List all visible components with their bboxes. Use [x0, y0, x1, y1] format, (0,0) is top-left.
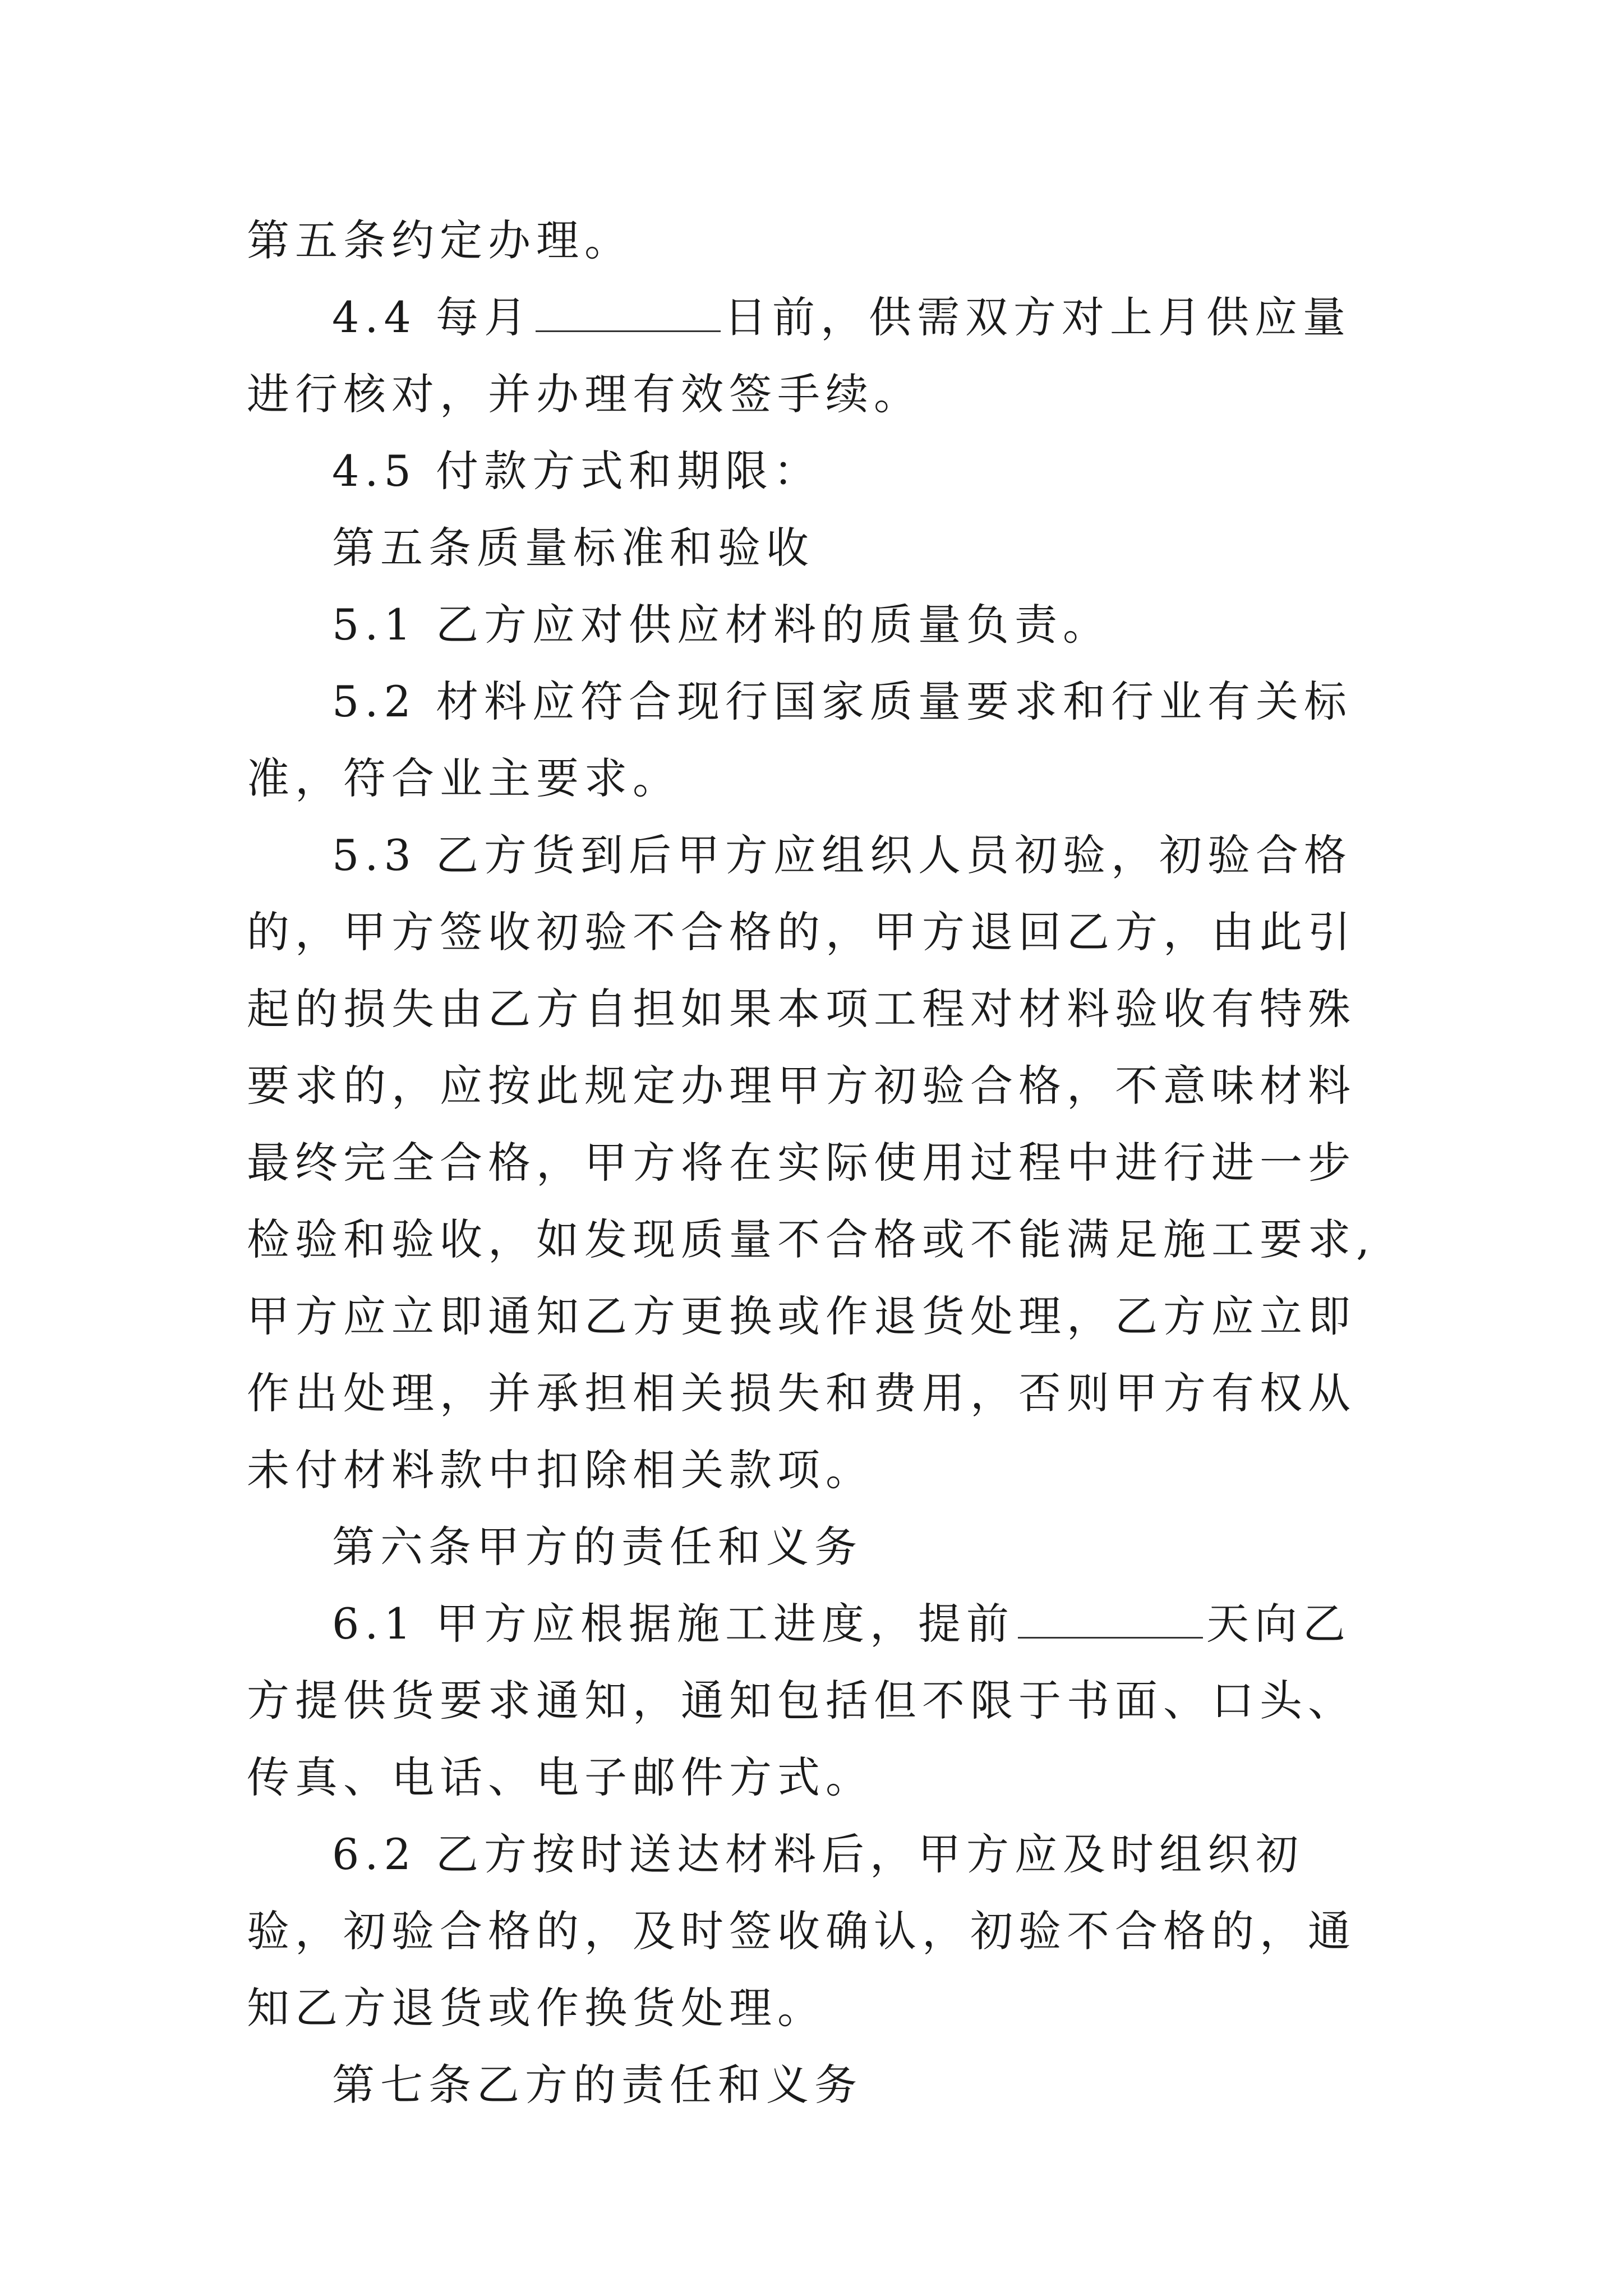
blank-field-day: [536, 297, 721, 332]
paragraph-5-2: 5.2 材料应符合现行国家质量要求和行业有关标准，符合业主要求。: [247, 677, 1353, 803]
heading-article-5: 第五条质量标准和验收: [332, 523, 814, 573]
paragraph-4-4-rest: 日前，供需双方对上月供应量进行核对，并办理有效签手续。: [247, 292, 1352, 419]
paragraph-4-4-lead: 4.4 每月: [332, 292, 533, 342]
blank-field-days: [1018, 1603, 1203, 1639]
paragraph-article-5-ref: 第五条约定办理。: [247, 215, 633, 265]
document-body: [247, 202, 1396, 2123]
paragraph-5-3: 5.3 乙方货到后甲方应组织人员初验，初验合格的，甲方签收初验不合格的，甲方退回乙方，由此引起的损失由乙方自担如果本项工程对材料验收有特殊要求的，应按此规定办理甲方初验合格，不意味材料最终完全合格，甲方将在实际使用过程中进行进一步检验和验收，如发现质量不合格或不能满足施工要求,甲方应立即通知乙方更换或作退货处理，乙方应立即作出处理，并承担相关损失和费用，否则甲方有权从未付材料款中扣除相关款项。: [247, 830, 1376, 1495]
paragraph-6-1: [247, 1585, 1396, 1816]
heading-article-7: 第七条乙方的责任和义务: [332, 2060, 863, 2110]
paragraph-4-4: [247, 279, 1396, 432]
paragraph-6-1-rest: 天向乙方提供货要求通知，通知包括但不限于书面、口头、传真、电话、电子邮件方式。: [247, 1599, 1356, 1802]
paragraph-6-1-lead: 6.1 甲方应根据施工进度，提前: [332, 1599, 1015, 1649]
paragraph-6-2: 6.2 乙方按时送达材料后，甲方应及时组织初验，初验合格的，及时签收确认，初验不合格的，通知乙方退货或作换货处理。: [247, 1829, 1356, 2033]
paragraph-4-5: 4.5 付款方式和期限：: [332, 446, 822, 496]
heading-article-6: 第六条甲方的责任和义务: [332, 1522, 863, 1572]
paragraph-5-1: 5.1 乙方应对供应材料的质量负责。: [332, 600, 1112, 650]
